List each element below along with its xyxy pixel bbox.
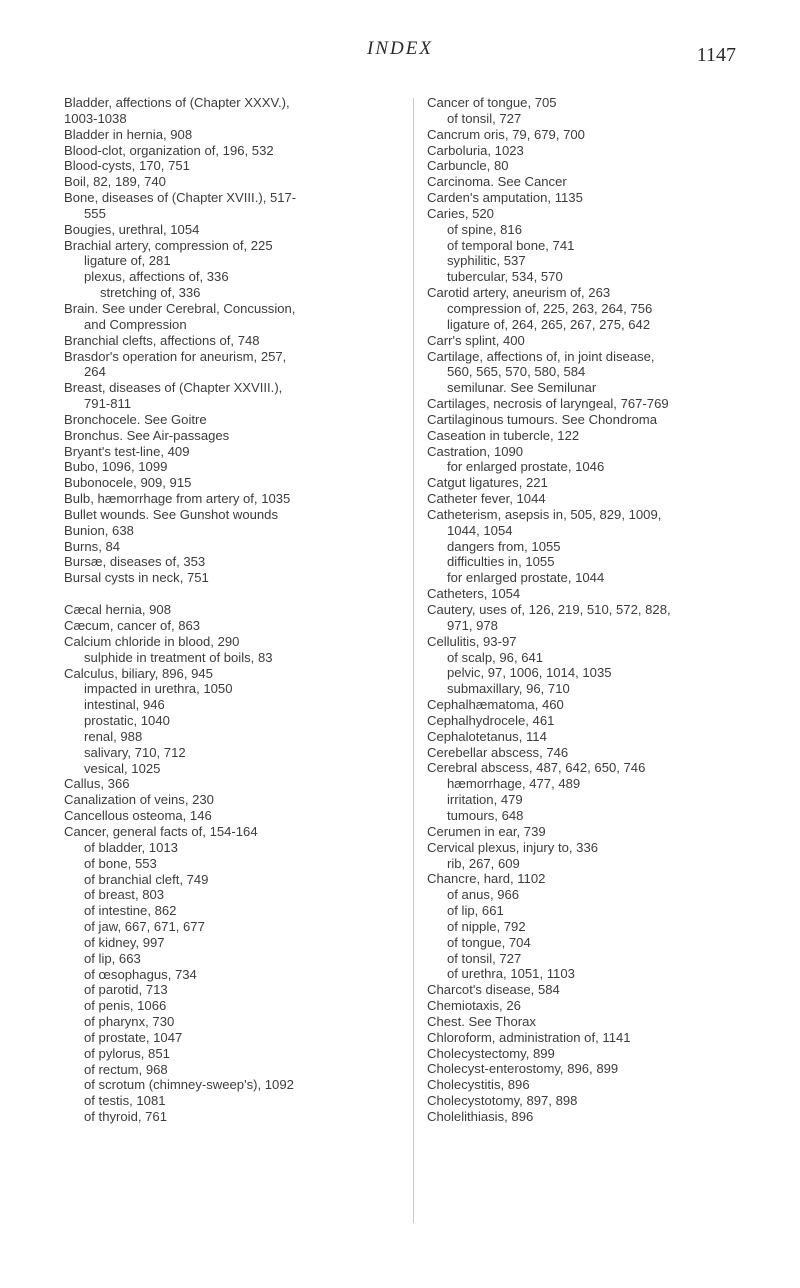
index-entry: Bone, diseases of (Chapter XVIII.), 517-	[64, 190, 297, 206]
index-subentry: of œsophagus, 734	[84, 966, 197, 982]
index-subentry: semilunar. See Semilunar	[447, 380, 597, 396]
index-subentry: 1044, 1054	[447, 522, 513, 538]
index-subentry: of parotid, 713	[84, 982, 168, 998]
index-entry: Chloroform, administration of, 1141	[427, 1029, 631, 1045]
index-subentry: of testis, 1081	[84, 1093, 166, 1109]
index-entry: Bryant's test-line, 409	[64, 443, 190, 459]
index-subentry: syphilitic, 537	[447, 253, 526, 269]
index-entry: Bulb, hæmorrhage from artery of, 1035	[64, 491, 291, 507]
index-subentry: tubercular, 534, 570	[447, 269, 563, 285]
index-subentry: dangers from, 1055	[447, 538, 561, 554]
index-entry: Blood-clot, organization of, 196, 532	[64, 142, 274, 158]
index-entry: Catgut ligatures, 221	[427, 475, 548, 491]
index-subentry: for enlarged prostate, 1044	[447, 570, 605, 586]
index-entry: Chest. See Thorax	[427, 1013, 536, 1029]
index-entry: Calculus, biliary, 896, 945	[64, 665, 213, 681]
index-subentry: and Compression	[84, 316, 187, 332]
index-entry: Cartilages, necrosis of laryngeal, 767-769	[427, 396, 669, 412]
index-entry: Bougies, urethral, 1054	[64, 221, 200, 237]
running-header-title: INDEX	[367, 38, 433, 59]
index-entry: Bubonocele, 909, 915	[64, 475, 192, 491]
index-entry: Bunion, 638	[64, 522, 134, 538]
index-entry: Cervical plexus, injury to, 336	[427, 839, 599, 855]
index-entry: Bladder in hernia, 908	[64, 126, 193, 142]
index-entry: Carr's splint, 400	[427, 332, 525, 348]
index-entry: Branchial clefts, affections of, 748	[64, 332, 260, 348]
index-subentry: of rectum, 968	[84, 1061, 168, 1077]
index-subentry: 555	[84, 205, 106, 221]
index-column-right	[427, 95, 777, 1125]
index-subentry: irritation, 479	[447, 792, 523, 808]
index-subentry: intestinal, 946	[84, 697, 165, 713]
index-entry: Cerebellar abscess, 746	[427, 744, 569, 760]
index-subentry: of bladder, 1013	[84, 839, 178, 855]
index-entry: Bursæ, diseases of, 353	[64, 554, 206, 570]
index-entry: Cancrum oris, 79, 679, 700	[427, 126, 585, 142]
index-entry: Brachial artery, compression of, 225	[64, 237, 273, 253]
index-subentry: for enlarged prostate, 1046	[447, 459, 605, 475]
index-subentry: of kidney, 997	[84, 934, 165, 950]
index-subentry: of scrotum (chimney-sweep's), 1092	[84, 1077, 294, 1093]
index-subentry: renal, 988	[84, 728, 143, 744]
index-subentry: plexus, affections of, 336	[84, 269, 229, 285]
index-entry: 1003-1038	[64, 110, 127, 126]
index-subentry: tumours, 648	[447, 807, 524, 823]
index-subentry: of bone, 553	[84, 855, 157, 871]
index-subentry: of branchial cleft, 749	[84, 871, 209, 887]
column-divider	[413, 98, 414, 1223]
index-subentry: stretching of, 336	[100, 285, 201, 301]
index-entry: Catheters, 1054	[427, 586, 521, 602]
index-entry: Cholecystectomy, 899	[427, 1045, 555, 1061]
index-subentry: of scalp, 96, 641	[447, 649, 544, 665]
index-subentry: 560, 565, 570, 580, 584	[447, 364, 586, 380]
index-subentry: of temporal bone, 741	[447, 237, 575, 253]
index-entry: Blood-cysts, 170, 751	[64, 158, 190, 174]
index-entry: Caseation in tubercle, 122	[427, 427, 580, 443]
index-entry: Cæcum, cancer of, 863	[64, 618, 201, 633]
index-subentry: of tonsil, 727	[447, 950, 522, 966]
index-entry: Cerebral abscess, 487, 642, 650, 746	[427, 760, 646, 776]
page-number: 1147	[696, 44, 736, 66]
index-entry: Bronchocele. See Goitre	[64, 411, 207, 427]
index-entry: Carboluria, 1023	[427, 142, 524, 158]
index-subentry: of tongue, 704	[447, 934, 531, 950]
index-subentry: of lip, 661	[447, 903, 504, 919]
index-entry: Cæcal hernia, 908	[64, 602, 171, 618]
index-entry: Bladder, affections of (Chapter XXXV.),	[64, 95, 290, 110]
index-entry: Callus, 366	[64, 776, 130, 792]
index-subentry: 791-811	[84, 396, 132, 412]
index-entry: Catheter fever, 1044	[427, 491, 546, 507]
index-entry: Canalization of veins, 230	[64, 792, 214, 808]
index-entry: Boil, 82, 189, 740	[64, 174, 166, 190]
index-subentry: vesical, 1025	[84, 760, 161, 776]
index-entry: Chancre, hard, 1102	[427, 871, 546, 887]
index-entry: Carcinoma. See Cancer	[427, 174, 567, 190]
index-entry: Cholecystitis, 896	[427, 1077, 530, 1093]
index-subentry: of pylorus, 851	[84, 1045, 170, 1061]
index-entry: Carden's amputation, 1135	[427, 190, 583, 206]
section-gap	[64, 586, 414, 602]
index-subentry: of anus, 966	[447, 887, 520, 903]
index-entry: Cartilaginous tumours. See Chondroma	[427, 411, 657, 427]
index-subentry: of breast, 803	[84, 887, 165, 903]
index-subentry: salivary, 710, 712	[84, 744, 186, 760]
index-entry: Bullet wounds. See Gunshot wounds	[64, 506, 279, 522]
index-entry: Cancellous osteoma, 146	[64, 808, 212, 824]
index-subentry: ligature of, 264, 265, 267, 275, 642	[447, 316, 651, 332]
index-subentry: of jaw, 667, 671, 677	[84, 919, 205, 935]
index-subentry: of pharynx, 730	[84, 1014, 175, 1030]
index-subentry: of prostate, 1047	[84, 1029, 183, 1045]
index-subentry: compression of, 225, 263, 264, 756	[447, 300, 653, 316]
index-subentry: prostatic, 1040	[84, 713, 170, 729]
index-subentry: of tonsil, 727	[447, 110, 522, 126]
index-entry: Breast, diseases of (Chapter XXVIII.),	[64, 380, 283, 396]
index-entry: Bronchus. See Air-passages	[64, 427, 230, 443]
index-subentry: of nipple, 792	[447, 918, 526, 934]
index-entry: Bubo, 1096, 1099	[64, 459, 168, 475]
index-entry: Cancer, general facts of, 154-164	[64, 823, 258, 839]
index-subentry: of urethra, 1051, 1103	[447, 966, 575, 982]
index-entry: Charcot's disease, 584	[427, 982, 560, 998]
index-subentry: impacted in urethra, 1050	[84, 681, 233, 697]
index-subentry: 264	[84, 364, 106, 380]
index-entry: Cholecyst-enterostomy, 896, 899	[427, 1061, 619, 1077]
index-entry: Cholelithiasis, 896	[427, 1109, 534, 1124]
index-subentry: sulphide in treatment of boils, 83	[84, 649, 273, 665]
index-column-left	[64, 95, 414, 1125]
index-entry: Cerumen in ear, 739	[427, 823, 546, 839]
index-entry: Brasdor's operation for aneurism, 257,	[64, 348, 287, 364]
index-subentry: pelvic, 97, 1006, 1014, 1035	[447, 665, 612, 681]
index-entry: Cholecystotomy, 897, 898	[427, 1093, 578, 1109]
index-entry: Catheterism, asepsis in, 505, 829, 1009,	[427, 506, 662, 522]
index-entry: Burns, 84	[64, 538, 121, 554]
index-entry: Cancer of tongue, 705	[427, 95, 557, 110]
index-subentry: of thyroid, 761	[84, 1109, 167, 1125]
index-entry: Cartilage, affections of, in joint disease,	[427, 348, 655, 364]
index-entry: Bursal cysts in neck, 751	[64, 570, 209, 586]
index-entry: Brain. See under Cerebral, Concussion,	[64, 300, 296, 316]
index-subentry: of penis, 1066	[84, 998, 167, 1014]
index-subentry: of spine, 816	[447, 221, 522, 237]
index-entry: Cellulitis, 93-97	[427, 633, 517, 649]
index-entry: Castration, 1090	[427, 443, 524, 459]
index-subentry: of lip, 663	[84, 950, 141, 966]
index-entry: Cephalhæmatoma, 460	[427, 697, 564, 713]
index-entry: Calcium chloride in blood, 290	[64, 633, 240, 649]
index-subentry: submaxillary, 96, 710	[447, 681, 570, 697]
index-entry: Carbuncle, 80	[427, 158, 509, 174]
index-entry: Caries, 520	[427, 205, 494, 221]
index-subentry: of intestine, 862	[84, 903, 177, 919]
index-subentry: hæmorrhage, 477, 489	[447, 776, 581, 792]
index-subentry: rib, 267, 609	[447, 855, 520, 871]
index-entry: Cautery, uses of, 126, 219, 510, 572, 828,	[427, 602, 671, 617]
index-entry: Cephalotetanus, 114	[427, 728, 547, 744]
index-subentry: 971, 978	[447, 617, 498, 633]
index-subentry: difficulties in, 1055	[447, 554, 555, 570]
index-entry: Cephalhydrocele, 461	[427, 712, 555, 728]
index-entry: Carotid artery, aneurism of, 263	[427, 285, 611, 301]
index-entry: Chemiotaxis, 26	[427, 998, 521, 1014]
index-subentry: ligature of, 281	[84, 253, 171, 269]
